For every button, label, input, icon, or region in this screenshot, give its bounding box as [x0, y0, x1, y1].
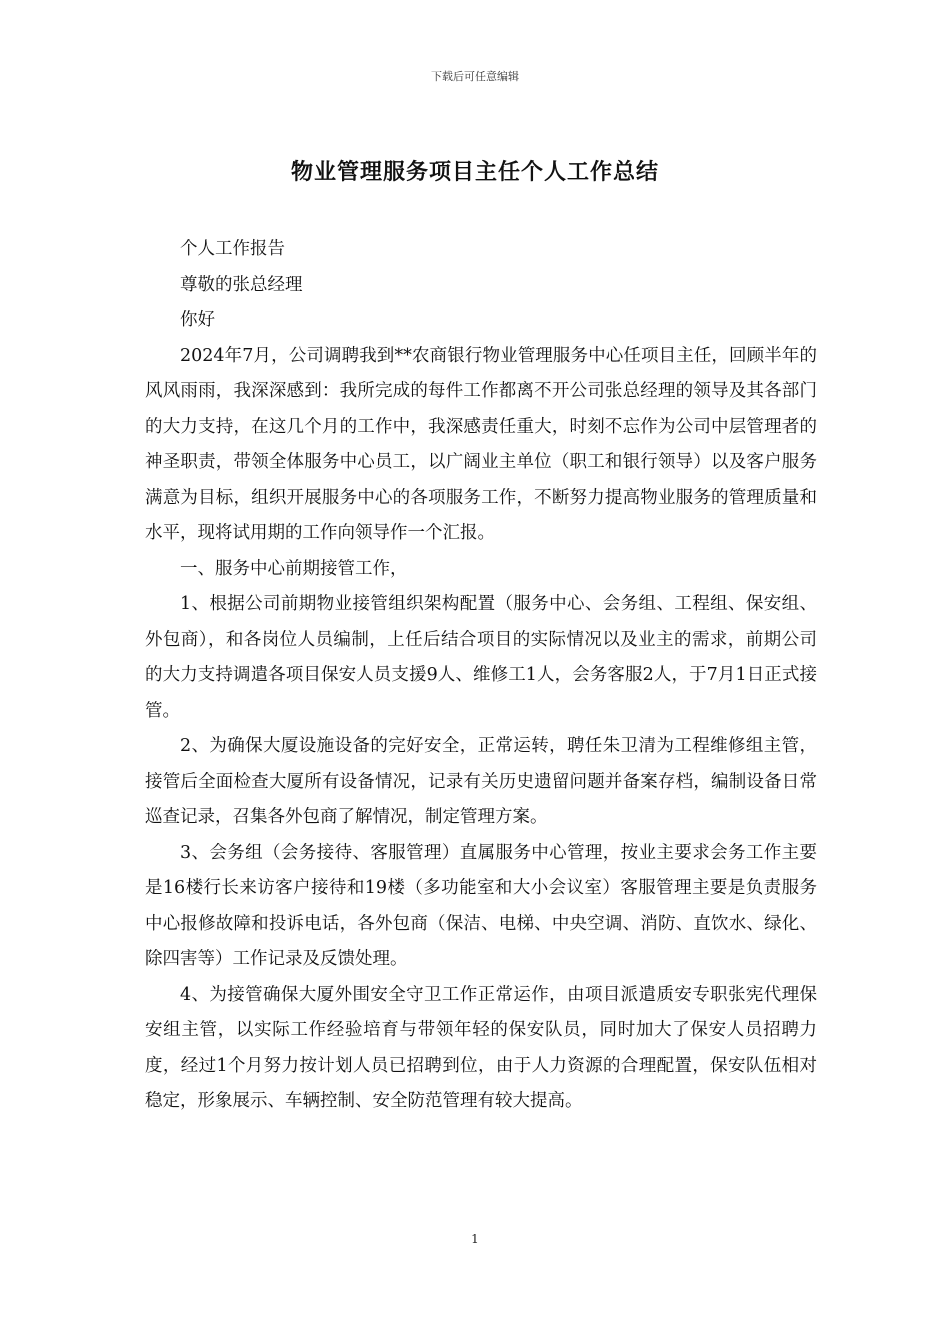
document-body — [145, 232, 817, 1120]
paragraph: 个人工作报告 — [180, 239, 285, 259]
document-title: 物业管理服务项目主任个人工作总结 — [290, 159, 659, 185]
page-number: 1 — [471, 1232, 479, 1246]
paragraph: 4、为接管确保大厦外围安全守卫工作正常运作，由项目派遣质安专职张宪代理保安组主管，以实际工作经验培育与带领年轻的保安队员，同时加大了保安人员招聘力度，经过1个月努力按计划人员已招聘到位，由于人力资源的合理配置，保安队伍相对稳定，形象展示、车辆控制、安全防范管理有较大提高。 — [145, 984, 817, 1111]
paragraph: 1、根据公司前期物业接管组织架构配置（服务中心、会务组、工程组、保安组、外包商），和各岗位人员编制，上任后结合项目的实际情况以及业主的需求，前期公司的大力支持调遣各项目保安人员支援9人、维修工1人，会务客服2人，于7月1日正式接管。 — [145, 594, 817, 721]
paragraph: 2、为确保大厦设施设备的完好安全，正常运转，聘任朱卫清为工程维修组主管，接管后全面检查大厦所有设备情况，记录有关历史遗留问题并备案存档，编制设备日常巡查记录，召集各外包商了解情况，制定管理方案。 — [145, 736, 817, 827]
paragraph: 3、会务组（会务接待、客服管理）直属服务中心管理，按业主要求会务工作主要是16楼行长来访客户接待和19楼（多功能室和大小会议室）客服管理主要是负责服务中心报修故障和投诉电话，各外包商（保洁、电梯、中央空调、消防、直饮水、绿化、除四害等）工作记录及反馈处理。 — [145, 842, 817, 969]
paragraph: 2024年7月，公司调聘我到**农商银行物业管理服务中心任项目主任，回顾半年的风风雨雨，我深深感到：我所完成的每件工作都离不开公司张总经理的领导及其各部门的大力支持，在这几个月的工作中，我深感责任重大，时刻不忘作为公司中层管理者的神圣职责，带领全体服务中心员工，以广阔业主单位（职工和银行领导）以及客户服务满意为目标，组织开展服务中心的各项服务工作，不断努力提高物业服务的管理质量和水平，现将试用期的工作向领导作一个汇报。 — [145, 345, 817, 543]
paragraph: 你好 — [180, 310, 215, 330]
section-heading: 一、服务中心前期接管工作， — [180, 558, 408, 579]
paragraph: 尊敬的张总经理 — [180, 274, 303, 295]
header-note: 下载后可任意编辑 — [431, 70, 519, 83]
